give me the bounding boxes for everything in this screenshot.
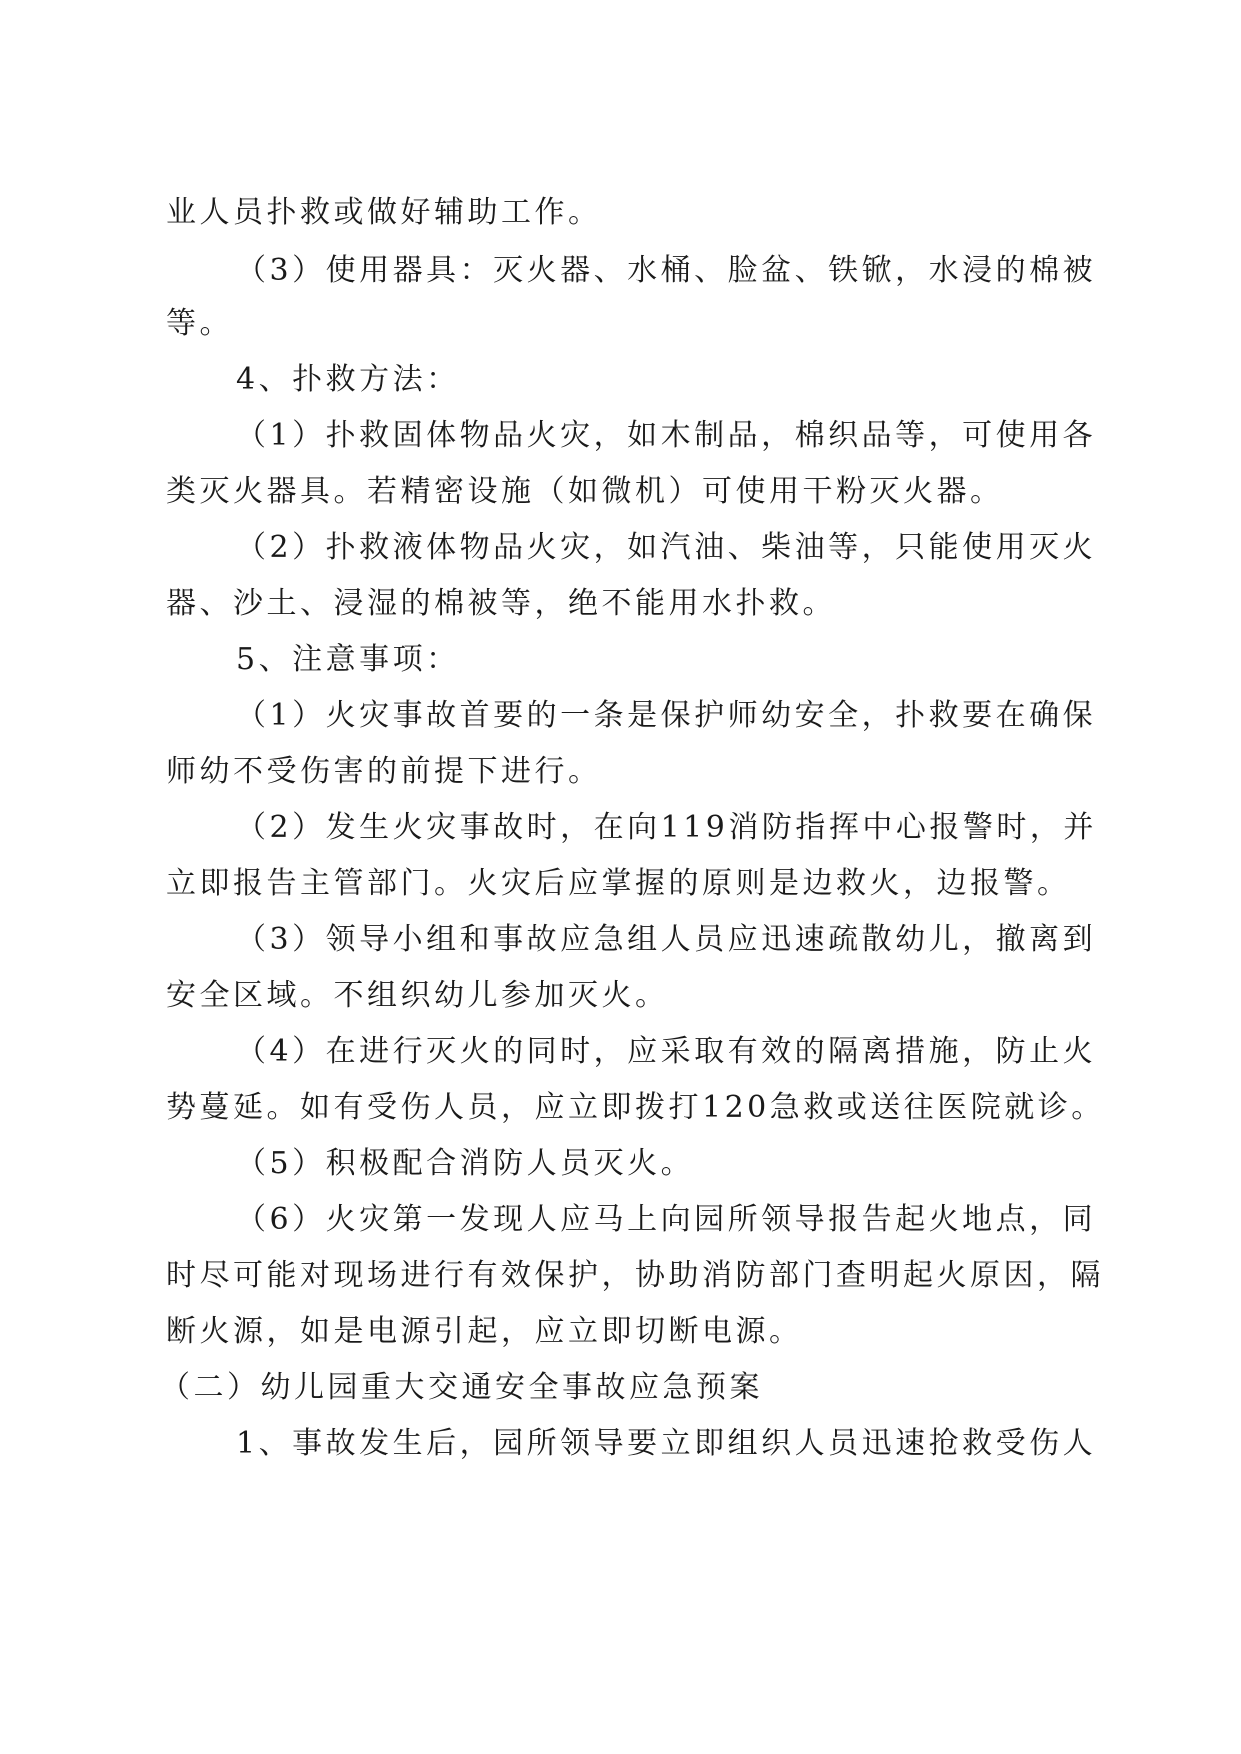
paragraph-line: （1）火灾事故首要的一条是保护师幼安全，扑救要在确保 — [236, 698, 1097, 733]
paragraph-line: 断火源，如是电源引起，应立即切断电源。 — [166, 1314, 803, 1349]
paragraph-line: （3）使用器具：灭火器、水桶、脸盆、铁锨，水浸的棉被 — [236, 253, 1097, 288]
paragraph-line: 师幼不受伤害的前提下进行。 — [166, 754, 602, 789]
paragraph-line: （5）积极配合消防人员灭火。 — [236, 1146, 695, 1181]
paragraph-line: （1）扑救固体物品火灾，如木制品，棉织品等，可使用各 — [236, 418, 1097, 453]
paragraph-line: 立即报告主管部门。火灾后应掌握的原则是边救火，边报警。 — [166, 866, 1071, 901]
section-heading: 5、注意事项： — [236, 642, 460, 677]
paragraph-line: （4）在进行灭火的同时，应采取有效的隔离措施，防止火 — [236, 1034, 1097, 1069]
paragraph-line: （2）扑救液体物品火灾，如汽油、柴油等，只能使用灭火 — [236, 530, 1097, 565]
paragraph-line: （6）火灾第一发现人应马上向园所领导报告起火地点，同 — [236, 1202, 1097, 1237]
paragraph-line: 势蔓延。如有受伤人员，应立即拨打120急救或送往医院就诊。 — [166, 1090, 1105, 1125]
paragraph-line: （3）领导小组和事故应急组人员应迅速疏散幼儿，撤离到 — [236, 922, 1097, 957]
paragraph-line: 器、沙土、浸湿的棉被等，绝不能用水扑救。 — [166, 586, 836, 621]
section-heading: 4、扑救方法： — [236, 362, 460, 397]
paragraph-line: 时尽可能对现场进行有效保护，协助消防部门查明起火原因，隔 — [166, 1258, 1104, 1293]
subsection-heading: （二）幼儿园重大交通安全事故应急预案 — [160, 1370, 763, 1405]
paragraph-line: （2）发生火灾事故时，在向119消防指挥中心报警时，并 — [236, 810, 1097, 845]
paragraph-line: 类灭火器具。若精密设施（如微机）可使用干粉灭火器。 — [166, 474, 1004, 509]
paragraph-line: 1、事故发生后，园所领导要立即组织人员迅速抢救受伤人 — [236, 1426, 1097, 1461]
paragraph-line: 安全区域。不组织幼儿参加灭火。 — [166, 978, 669, 1013]
paragraph-line: 业人员扑救或做好辅助工作。 — [166, 195, 602, 230]
paragraph-line: 等。 — [166, 306, 233, 341]
